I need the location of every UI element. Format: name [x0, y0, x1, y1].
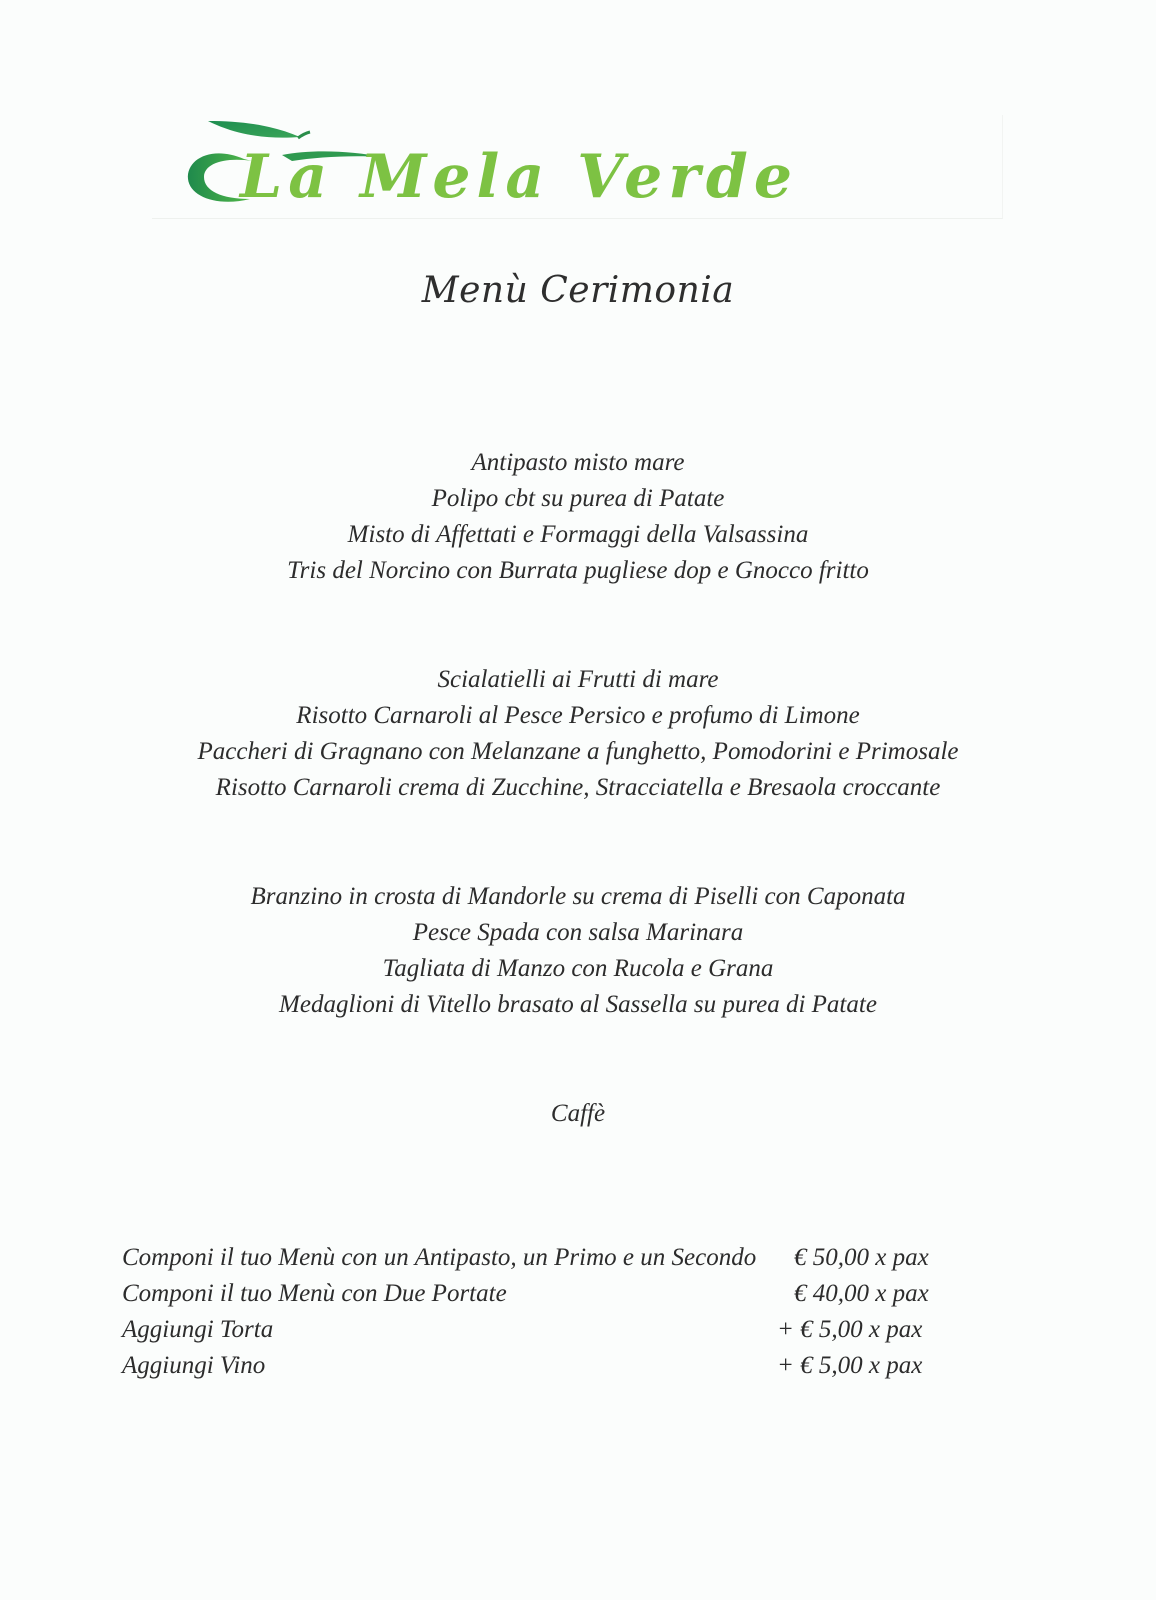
menu-item: Pesce Spada con salsa Marinara — [412, 919, 744, 946]
price-row — [122, 1276, 942, 1312]
price-amount: + € 5,00 x pax — [777, 1316, 923, 1343]
price-amount: € 40,00 x pax — [794, 1280, 929, 1307]
price-row — [122, 1240, 942, 1276]
menu-item: Risotto Carnaroli al Pesce Persico e profumo di Limone — [296, 702, 860, 729]
stem-icon — [298, 132, 310, 138]
menu-item: Branzino in crosta di Mandorle su crema di Piselli con Caponata — [250, 883, 906, 910]
menu-item: Scialatielli ai Frutti di mare — [437, 666, 719, 693]
price-label: Componi il tuo Menù con un Antipasto, un Primo e un Secondo — [122, 1244, 757, 1271]
menu-item: Tris del Norcino con Burrata pugliese dop e Gnocco fritto — [287, 557, 869, 584]
menu-item: Tagliata di Manzo con Rucola e Grana — [382, 955, 774, 982]
secondi-section — [0, 879, 1156, 1023]
menu-item: Misto di Affettati e Formaggi della Valsassina — [347, 521, 809, 548]
menu-item: Medaglioni di Vitello brasato al Sassella su purea di Patate — [279, 991, 877, 1018]
antipasti-section — [0, 445, 1156, 589]
menu-item: Caffè — [550, 1100, 606, 1127]
logo-text: La Mela Verde — [240, 142, 799, 212]
price-row — [122, 1348, 942, 1384]
logo — [152, 115, 1003, 219]
price-amount: + € 5,00 x pax — [777, 1352, 923, 1379]
caffe-section — [0, 1096, 1156, 1132]
menu-item: Antipasto misto mare — [471, 449, 685, 476]
price-list — [122, 1240, 942, 1384]
price-label: Aggiungi Vino — [122, 1352, 266, 1379]
menu-item: Paccheri di Gragnano con Melanzane a funghetto, Pomodorini e Primosale — [197, 738, 959, 765]
menu-item: Polipo cbt su purea di Patate — [431, 485, 725, 512]
page-title: Menù Cerimonia — [421, 270, 735, 311]
apple-leaf-logo — [152, 115, 1002, 218]
price-label: Aggiungi Torta — [122, 1316, 274, 1343]
menu-item: Risotto Carnaroli crema di Zucchine, Stracciatella e Bresaola croccante — [215, 774, 941, 801]
primi-section — [0, 662, 1156, 806]
leaf-icon — [208, 121, 300, 138]
price-row — [122, 1312, 942, 1348]
price-amount: € 50,00 x pax — [794, 1244, 929, 1271]
price-label: Componi il tuo Menù con Due Portate — [122, 1280, 507, 1307]
